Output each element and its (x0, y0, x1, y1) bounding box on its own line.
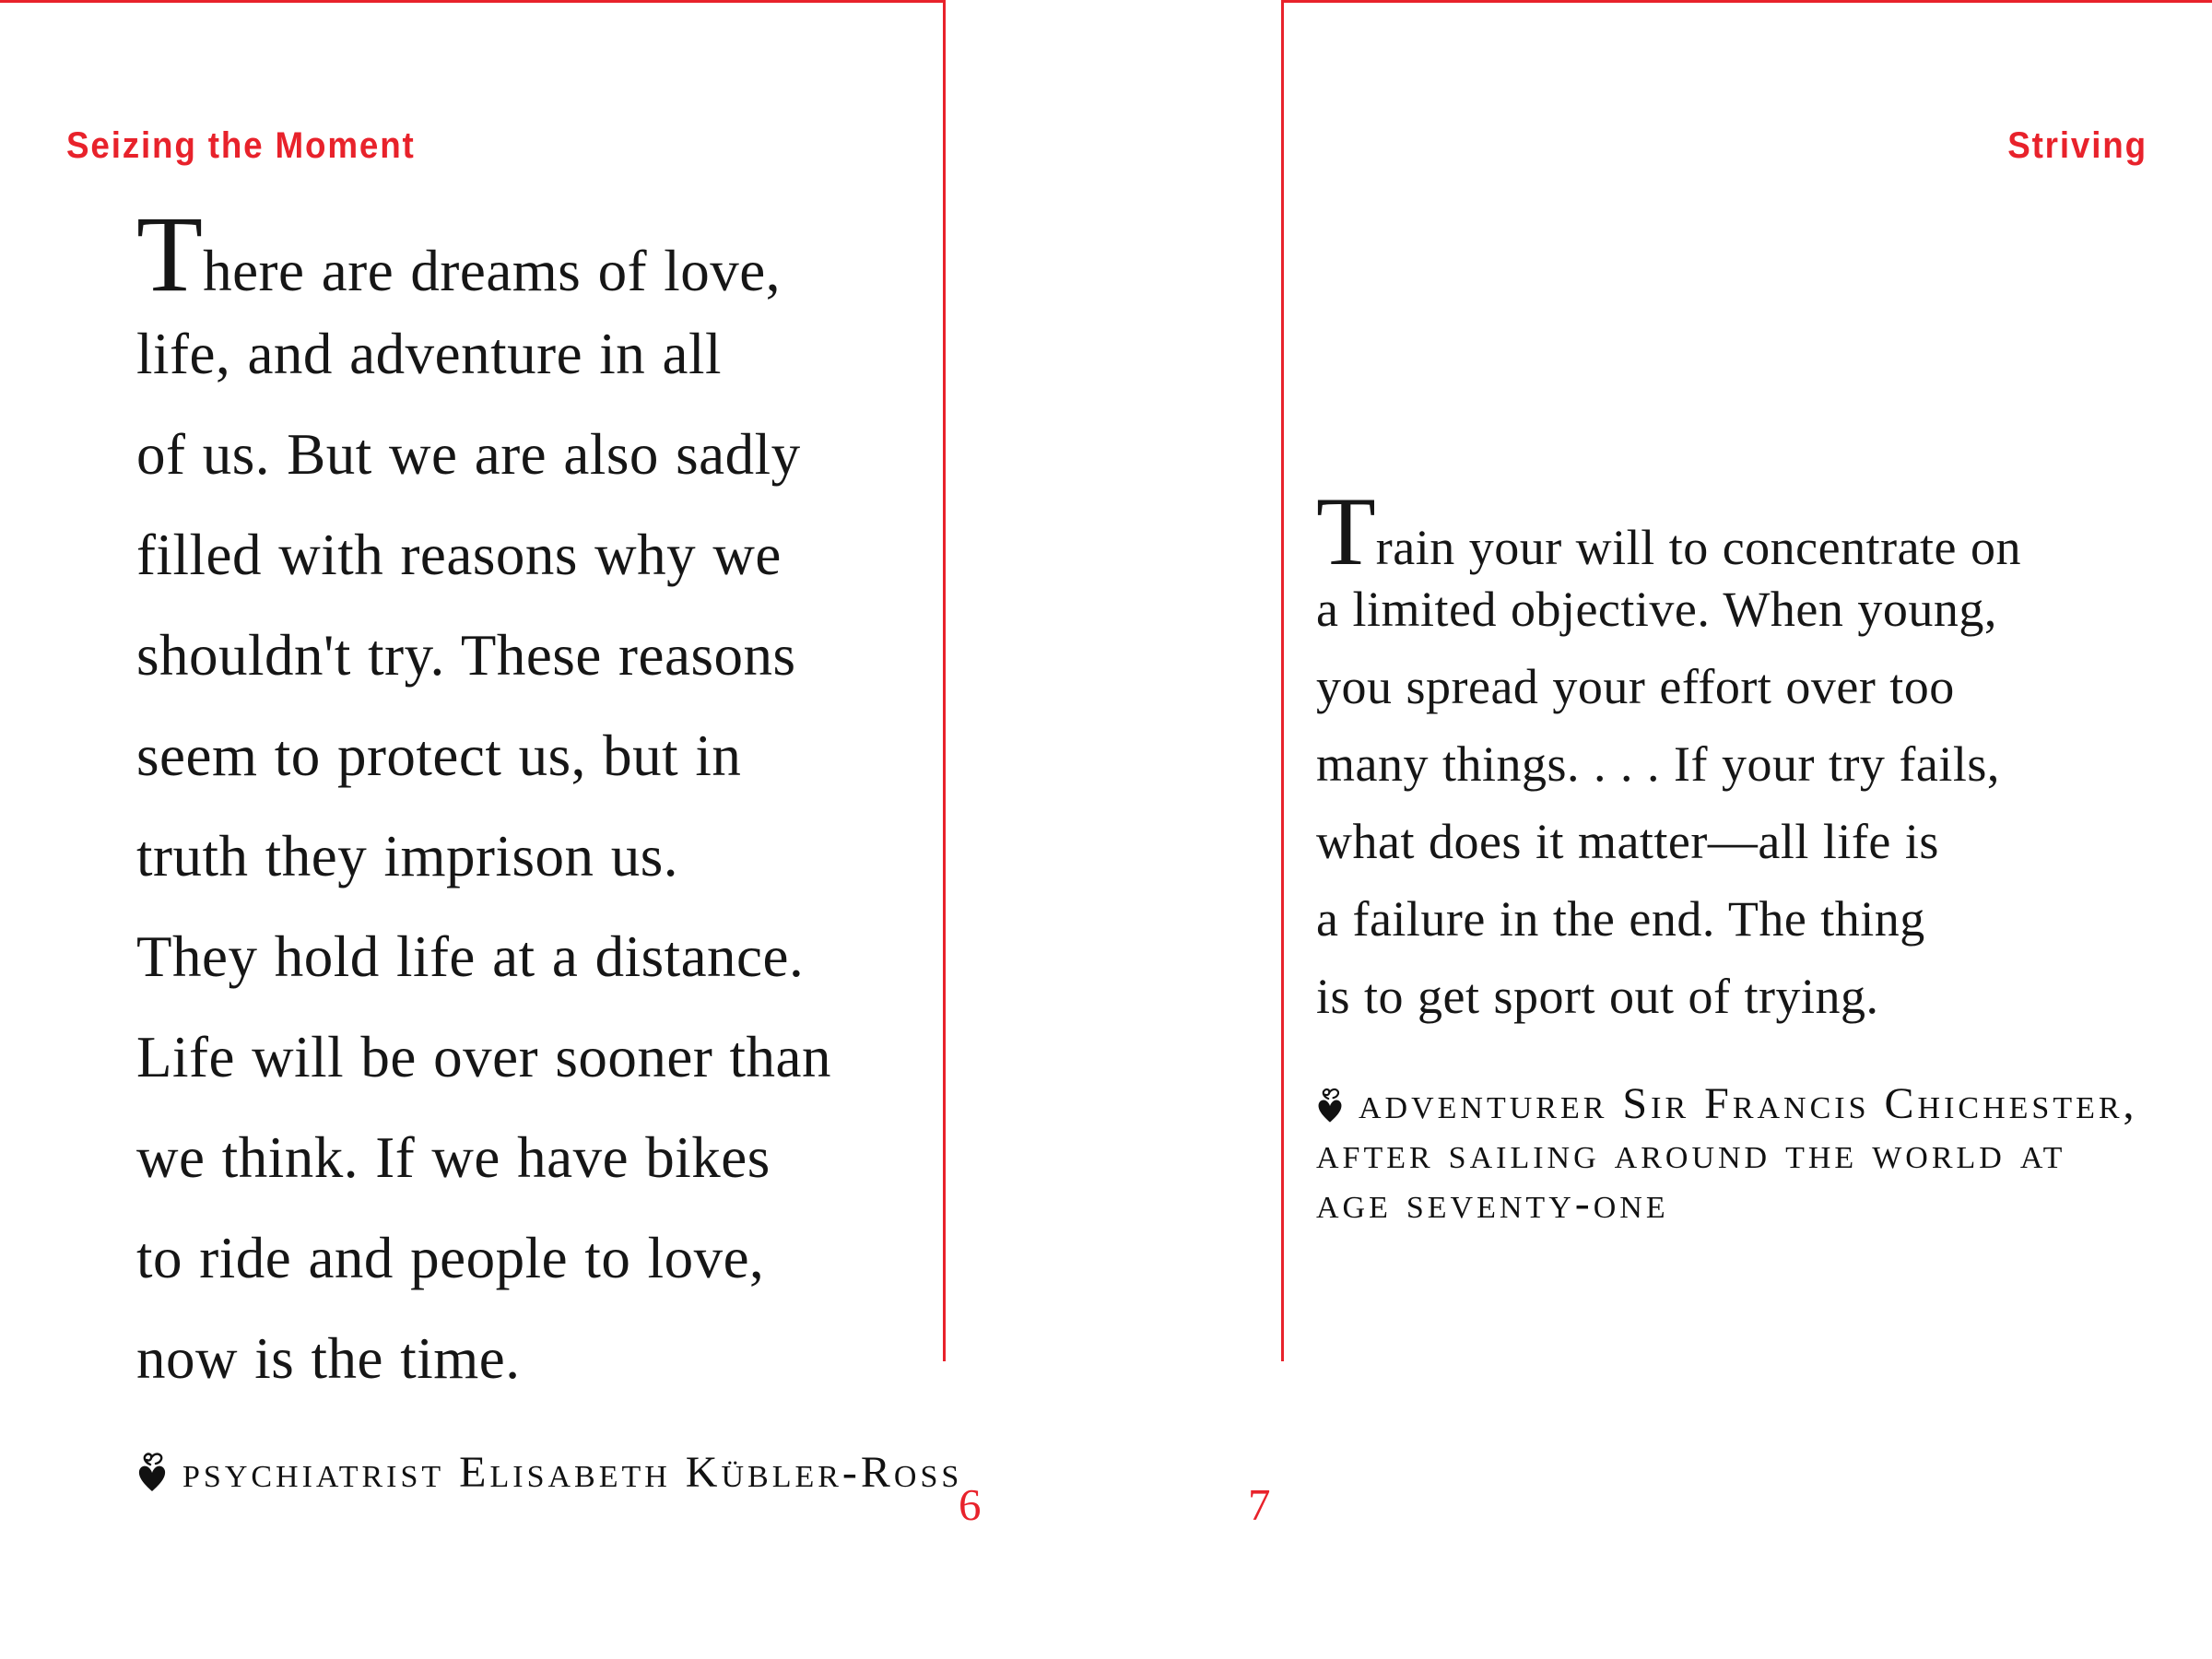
right-page-top-rule (1281, 0, 2212, 3)
quote-line: a limited objective. When young, (1316, 582, 1997, 637)
left-page-number: 6 (959, 1479, 982, 1530)
drop-cap: T (136, 194, 204, 314)
left-quote (136, 194, 994, 1409)
quote-line: Life will be over sooner than (136, 1025, 832, 1089)
quote-line: a failure in the end. The thing (1316, 891, 1925, 947)
attribution-line: after sailing around the world at (1316, 1129, 2066, 1178)
quote-first-line-text: rain your will to concentrate on (1375, 520, 2022, 575)
quote-line: is to get sport out of trying. (1316, 969, 1879, 1024)
left-attribution-text: psychiatrist Elisabeth Kübler-Ross (182, 1448, 963, 1497)
quote-line: life, and adventure in all (136, 322, 723, 386)
quote-line: filled with reasons why we (136, 523, 782, 587)
quote-line: now is the time. (136, 1326, 521, 1391)
quote-lines (1316, 571, 2146, 1035)
right-page-number: 7 (1248, 1479, 1271, 1530)
quote-first-line (1316, 477, 2146, 585)
floral-heart-icon (1316, 1087, 1344, 1125)
right-attribution-text: adventurer Sir Francis Chichester, (1359, 1079, 2138, 1128)
quote-line: of us. But we are also sadly (136, 422, 801, 487)
right-attribution (1316, 1079, 2138, 1229)
right-page-vertical-rule (1281, 0, 1284, 1361)
quote-line: you spread your effort over too (1316, 659, 1955, 714)
quote-lines (136, 304, 994, 1409)
right-running-head: Striving (2007, 125, 2147, 166)
drop-cap: T (1316, 477, 1376, 585)
floral-heart-icon (136, 1452, 168, 1494)
quote-line: seem to protect us, but in (136, 724, 742, 788)
left-page-top-rule (0, 0, 946, 3)
quote-first-line (136, 194, 994, 314)
attribution-line (1316, 1079, 2138, 1129)
quote-line: many things. . . . If your try fails, (1316, 736, 2000, 792)
quote-line: to ride and people to love, (136, 1226, 765, 1290)
attribution-line: age seventy-one (1316, 1179, 1669, 1228)
quote-line: truth they imprison us. (136, 824, 678, 888)
quote-first-line-text: here are dreams of love, (203, 239, 782, 303)
quote-line: what does it matter—all life is (1316, 814, 1939, 869)
left-running-head: Seizing the Moment (66, 125, 416, 166)
left-attribution (136, 1449, 962, 1497)
quote-line: shouldn't try. These reasons (136, 623, 796, 688)
quote-line: we think. If we have bikes (136, 1125, 771, 1190)
quote-line: They hold life at a distance. (136, 924, 805, 989)
right-quote (1316, 477, 2146, 1035)
